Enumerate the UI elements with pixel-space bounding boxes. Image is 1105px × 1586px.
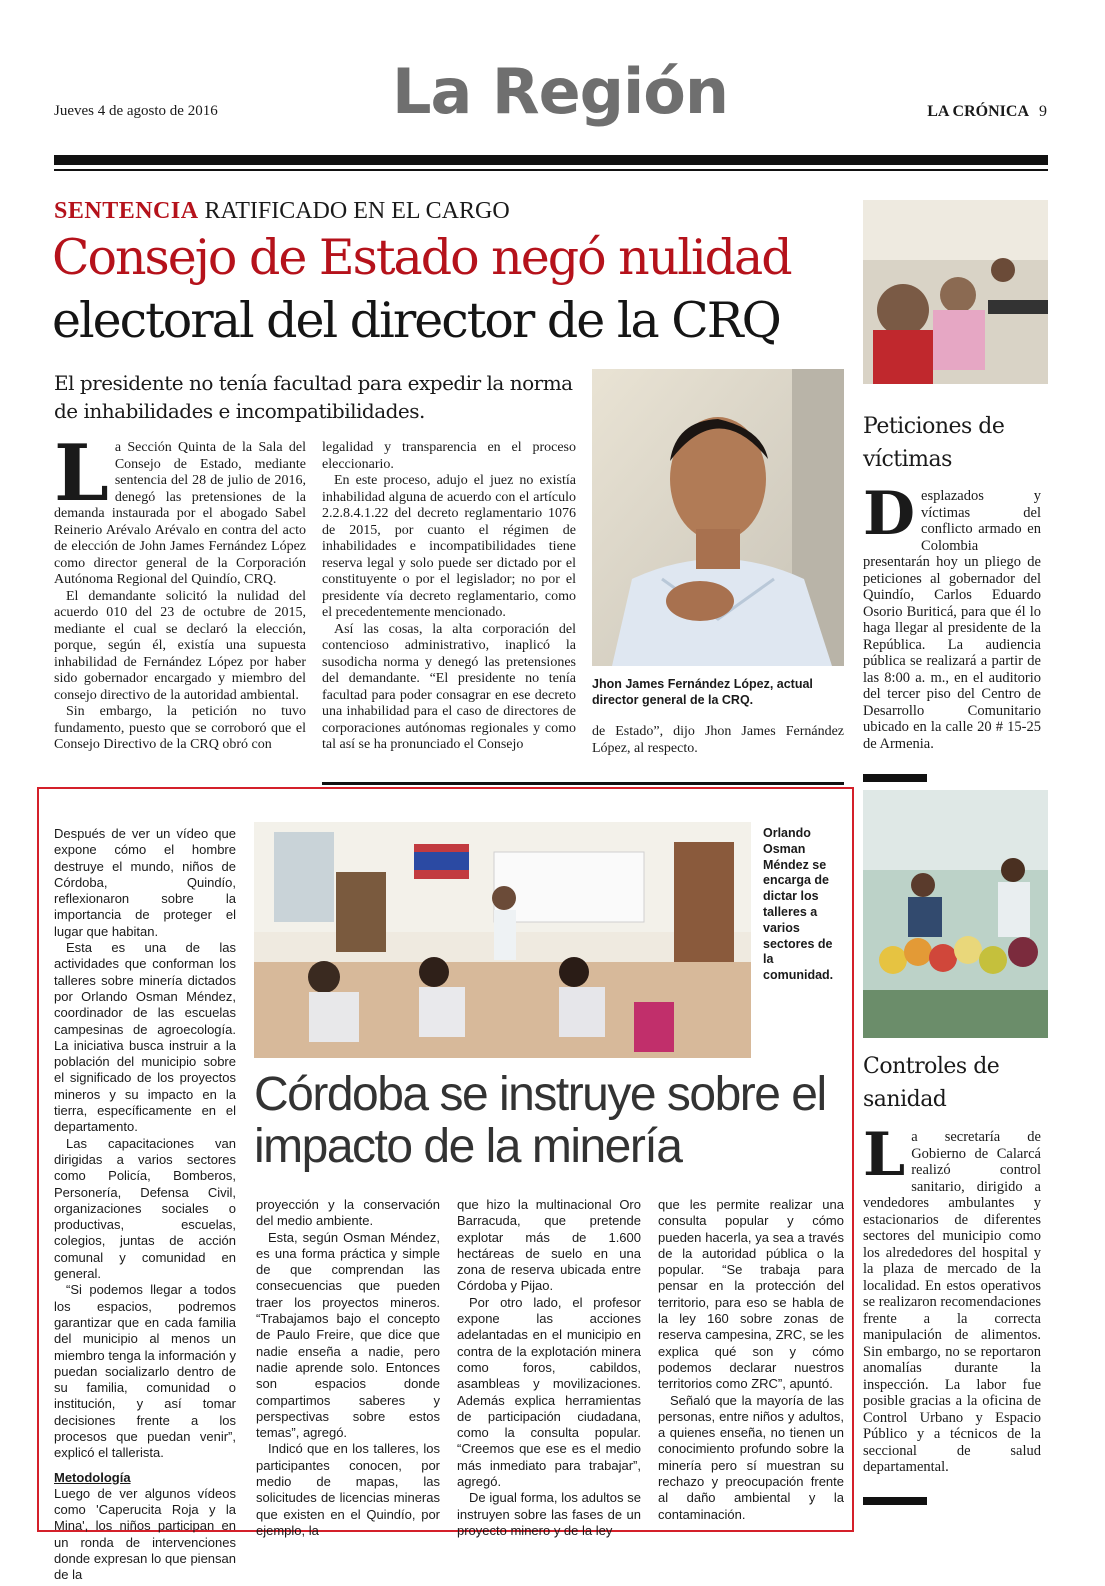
body-paragraph: Señaló que la mayoría de las personas, entre niños y adultos, a quienes enseña, no tienen un conocimiento profundo sobre la minería pero sí muestran su rechazo y preocupación frente al daño ambiental y la contaminación.	[658, 1392, 844, 1522]
body-paragraph: Indicó que en los talleres, los participantes conocen, por medio de mapas, las solicitudes de licencias mineras que existen en el Quindío, por ejemplo, la	[256, 1441, 440, 1538]
sidebar-1-end-bar	[863, 774, 927, 782]
issue-date: Jueves 4 de agosto de 2016	[54, 103, 218, 119]
story-end-rule	[322, 782, 844, 785]
feature-subhead: Metodología	[54, 1469, 131, 1485]
victims-meeting-photo	[863, 200, 1048, 384]
market-inspection-photo	[863, 790, 1048, 1038]
kicker-tag: SENTENCIA	[54, 198, 199, 224]
headline-line-2: electoral del director de la CRQ	[52, 292, 780, 349]
body-paragraph: de Estado”, dijo Jhon James Fernández López, al respecto.	[592, 724, 844, 756]
body-paragraph: a secretaría de Gobierno de Calarcá realizó control sanitario, dirigido a vendedores ambulantes y estacionarios de diferentes sectores del municipio como los alrededores del hospital y la plaza de mercado de la localidad. En estos operativos se realizaron recomendaciones frente a la correcta manipulación de alimentos. Sin embargo, no se reportaron anomalías durante la inspección. La labor fue posible gracias a la oficina de Control Urbano y Espacio Público y a técnicos de la seccional de salud departamental.	[863, 1129, 1041, 1475]
body-paragraph: “Si podemos llegar a todos los espacios, podremos garantizar que en cada familia del municipio al menos un miembro tenga la información y puedan socializarlo dentro de su familia, comunidad o institución, y así tomar decisiones frente a los procesos que puedan venir”, explicó el tallerista.	[54, 1282, 236, 1461]
page-number: 9	[1039, 103, 1047, 120]
sidebar-2-end-bar	[863, 1497, 927, 1505]
section-name: LA CRÓNICA	[927, 103, 1029, 120]
director-portrait-photo	[592, 369, 844, 666]
section-label	[927, 103, 1047, 121]
feature-photo-caption: Orlando Osman Méndez se encarga de dictar los talleres a varios sectores de la comunidad.	[763, 826, 834, 983]
feature-headline: Córdoba se instruye sobre el impacto de la minería	[254, 1068, 826, 1173]
body-paragraph: En este proceso, adujo el juez no existía inhabilidad alguna de acuerdo con el artículo 2.2.8.4.1.22 del decreto reglamentario 1076 de 2015, por cuanto el régimen de inhabilidades e incompatibilidades tiene reserva legal y solo puede ser dictado por el constituyente o por el legislador; no por el presidente vía decreto reglamentario, como el precedentemente mencionado.	[322, 473, 576, 620]
main-story-column-2	[322, 440, 576, 754]
body-paragraph: Sin embargo, la petición no tuvo fundamento, puesto que se corroboró que el Consejo Directivo de la CRQ obró con	[54, 704, 306, 752]
dropcap: L	[54, 428, 109, 519]
feature-column-3	[457, 1197, 641, 1539]
sidebar-2-headline: Controles de sanidad	[863, 1054, 1000, 1112]
dropcap: D	[863, 479, 916, 549]
newspaper-logo: La Región	[391, 55, 729, 128]
masthead-rule	[54, 155, 1048, 165]
masthead-rule-thin	[54, 169, 1048, 171]
sidebar-2-body	[863, 1120, 1041, 1476]
portrait-caption: Jhon James Fernández López, actual director general de la CRQ.	[592, 677, 813, 707]
dropcap: L	[863, 1120, 906, 1190]
body-paragraph: Luego de ver algunos vídeos como 'Caperucita Roja y la Mina', los niños participan en un ronda de intervenciones donde expresan lo que piensan de la	[54, 1485, 236, 1583]
body-paragraph: que hizo la multinacional Oro Barracuda, que pretende explotar más de 1.600 hectáreas de suelo en una zona de reserva ubicada entre Córdoba y Pijao.	[457, 1197, 641, 1294]
main-story-column-1	[54, 428, 306, 754]
story-deck: El presidente no tenía facultad para expedir la norma de inhabilidades e incompatibilidades.	[54, 371, 573, 423]
body-paragraph: Después de ver un vídeo que expone cómo el hombre destruye el mundo, niños de Córdoba, Quindío, reflexionaron sobre la importancia de proteger el lugar que habitan.	[54, 826, 236, 939]
body-paragraph: Esta es una de las actividades que conforman los talleres sobre minería dictados por Orlando Osman Méndez, coordinador de las escuelas campesinas de agroecología. La iniciativa busca instruir a la población del municipio sobre el significado de los proyectos mineros y su impacto en la tierra, específicamente en el departamento.	[54, 940, 236, 1135]
body-paragraph: De igual forma, los adultos se instruyen sobre las fases de un proyecto minero y de la ley	[457, 1490, 641, 1538]
feature-column-2	[256, 1197, 440, 1539]
classroom-workshop-photo	[254, 822, 751, 1058]
kicker-text: RATIFICADO EN EL CARGO	[204, 198, 510, 224]
headline-line-1: Consejo de Estado negó nulidad	[52, 229, 791, 286]
body-paragraph: legalidad y transparencia en el proceso eleccionario.	[322, 440, 576, 472]
feature-column-1	[54, 826, 236, 1584]
body-paragraph: proyección y la conservación del medio ambiente.	[256, 1197, 440, 1229]
feature-column-4	[658, 1197, 844, 1523]
body-paragraph: que les permite realizar una consulta popular y cómo pueden hacerla, ya sea a través de la autoridad pública o la popular. “Se trabaja para pensar en la protección del territorio, para eso se habla de la ley 160 sobre zonas de reserva campesina, ZRC, se les explica qué son y cómo podemos declarar nuestros territorios como ZRC”, apuntó.	[658, 1197, 844, 1392]
body-paragraph: Las capacitaciones van dirigidas a varios sectores como Policía, Bomberos, Personería, Defensa Civil, organizaciones sociales o productivas, escuelas, colegios, juntas de acción comunal y comunidad en general.	[54, 1135, 236, 1282]
sidebar-1-body	[863, 479, 1041, 752]
body-paragraph: Esta, según Osman Méndez, es una forma práctica y simple de que comprendan las consecuencias que pueden traer los proyectos mineros. “Trabajamos bajo el concepto de Paulo Freire, que dice que nadie enseña a nadie, pero nadie aprende solo. Entonces son espacios donde compartimos saberes y perspectivas sobre estos temas”, agregó.	[256, 1229, 440, 1441]
story-kicker	[54, 198, 510, 225]
main-story-column-3	[592, 724, 844, 757]
body-paragraph: esplazados y víctimas del conflicto armado en Colombia presentarán hoy un pliego de peticiones al gobernador del Quindío, Carlos Eduardo Osorio Buriticá, para que él lo haga llegar al presidente de la República. La audiencia pública se realizará a partir de las 8:00 a. m., en el auditorio del tercer piso del Centro de Desarrollo Comunitario ubicado en la calle 20 # 15-25 de Armenia.	[863, 488, 1041, 752]
body-paragraph: Así las cosas, la alta corporación del contencioso administrativo, inaplicó la susodicha norma y denegó las pretensiones del demandante. “El presidente no tenía facultad para poder consagrar en ese decreto una inhabilidad para el caso de directores de corporaciones autónomas regionales y como tal así se ha pronunciado el Consejo	[322, 621, 576, 752]
sidebar-1-headline: Peticiones de víctimas	[863, 414, 1005, 472]
body-paragraph: Por otro lado, el profesor expone las acciones adelantadas en el municipio en contra de la explotación minera como foros, cabildos, asambleas y movilizaciones. Además explica herramientas de participación ciudadana, como la consulta popular. “Creemos que ese es el medio más inmediato para trabajar”, agregó.	[457, 1294, 641, 1490]
body-paragraph: El demandante solicitó la nulidad del acuerdo 010 del 23 de octubre de 2015, mediante el cual se declaró la elección, porque, según él, existía una supuesta inhabilidad de Fernández López por haber sido gobernador encargado y miembro del consejo directivo de la autoridad ambiental.	[54, 588, 306, 703]
body-paragraph: a Sección Quinta de la Sala del Consejo de Estado, mediante sentencia del 28 de julio de 2016, denegó las pretensiones de la demanda instaurada por el abogado Sabel Reinerio Arévalo Arévalo en contra del acto de elección de John James Fernández López como director general de la Corporación Autónoma Regional del Quindío, CRQ.	[54, 440, 306, 587]
